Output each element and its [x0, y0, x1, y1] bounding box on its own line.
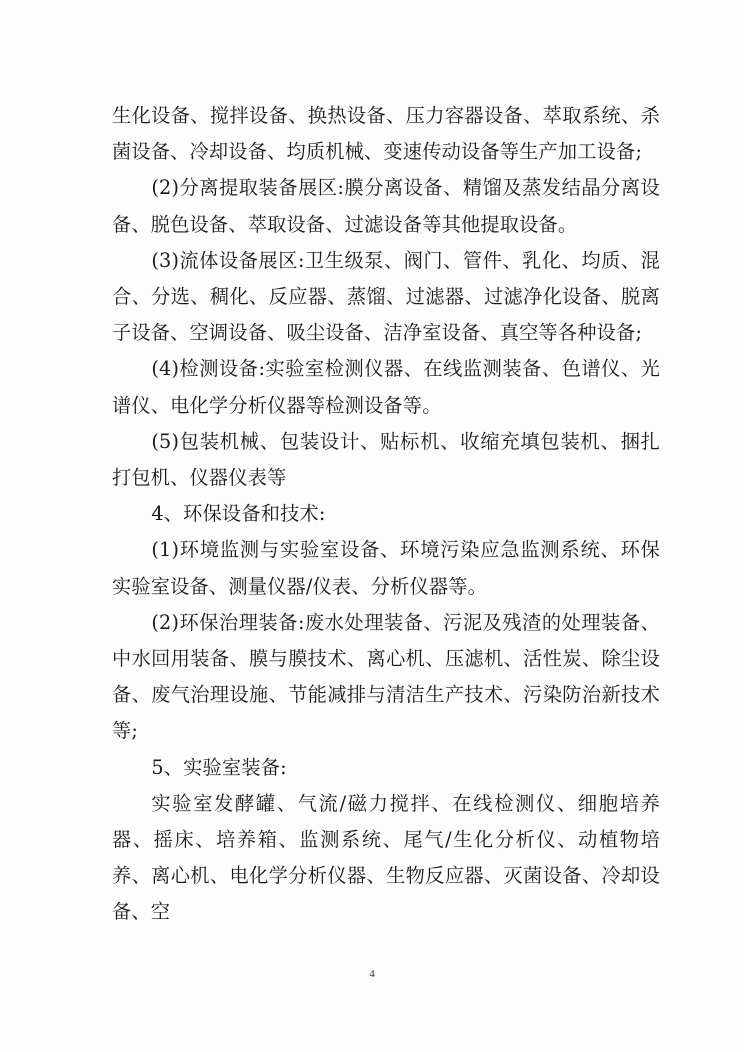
body-text — [112, 98, 660, 931]
section-heading-environmental: 4、环保设备和技术: — [151, 502, 326, 526]
paragraph-environmental-monitoring: (1)环境监测与实验室设备、环境污染应急监测系统、环保实验室设备、测量仪器/仪表、分析仪器等。 — [112, 538, 660, 598]
paragraph-separation-equipment: (2)分离提取装备展区:膜分离设备、精馏及蒸发结晶分离设备、脱色设备、萃取设备、过滤设备等其他提取设备。 — [112, 176, 660, 236]
paragraph-environmental-treatment: (2)环保治理装备:废水处理装备、污泥及残渣的处理装备、中水回用装备、膜与膜技术、离心机、压滤机、活性炭、除尘设备、废气治理设施、节能减排与清洁生产技术、污染防治新技术等; — [112, 610, 660, 743]
paragraph-packaging-machinery: (5)包装机械、包装设计、贴标机、收缩充填包装机、捆扎打包机、仪器仪表等 — [112, 429, 660, 490]
section-heading-laboratory: 5、实验室装备: — [151, 755, 287, 779]
page-number: 4 — [369, 968, 375, 980]
paragraph-continuation: 生化设备、搅拌设备、换热设备、压力容器设备、萃取系统、杀菌设备、冷却设备、均质机械、变速传动设备等生产加工设备; — [112, 104, 660, 164]
paragraph-testing-equipment: (4)检测设备:实验室检测仪器、在线监测装备、色谱仪、光谱仪、电化学分析仪器等检测设备等。 — [112, 357, 660, 417]
paragraph-laboratory-equipment: 实验室发酵罐、气流/磁力搅拌、在线检测仪、细胞培养器、摇床、培养箱、监测系统、尾气/生化分析仪、动植物培养、离心机、电化学分析仪器、生物反应器、灭菌设备、冷却设备、空 — [112, 791, 660, 924]
paragraph-fluid-equipment: (3)流体设备展区:卫生级泵、阀门、管件、乳化、均质、混合、分选、稠化、反应器、蒸馏、过滤器、过滤净化设备、脱离子设备、空调设备、吸尘设备、洁净室设备、真空等各种设备; — [112, 248, 660, 345]
